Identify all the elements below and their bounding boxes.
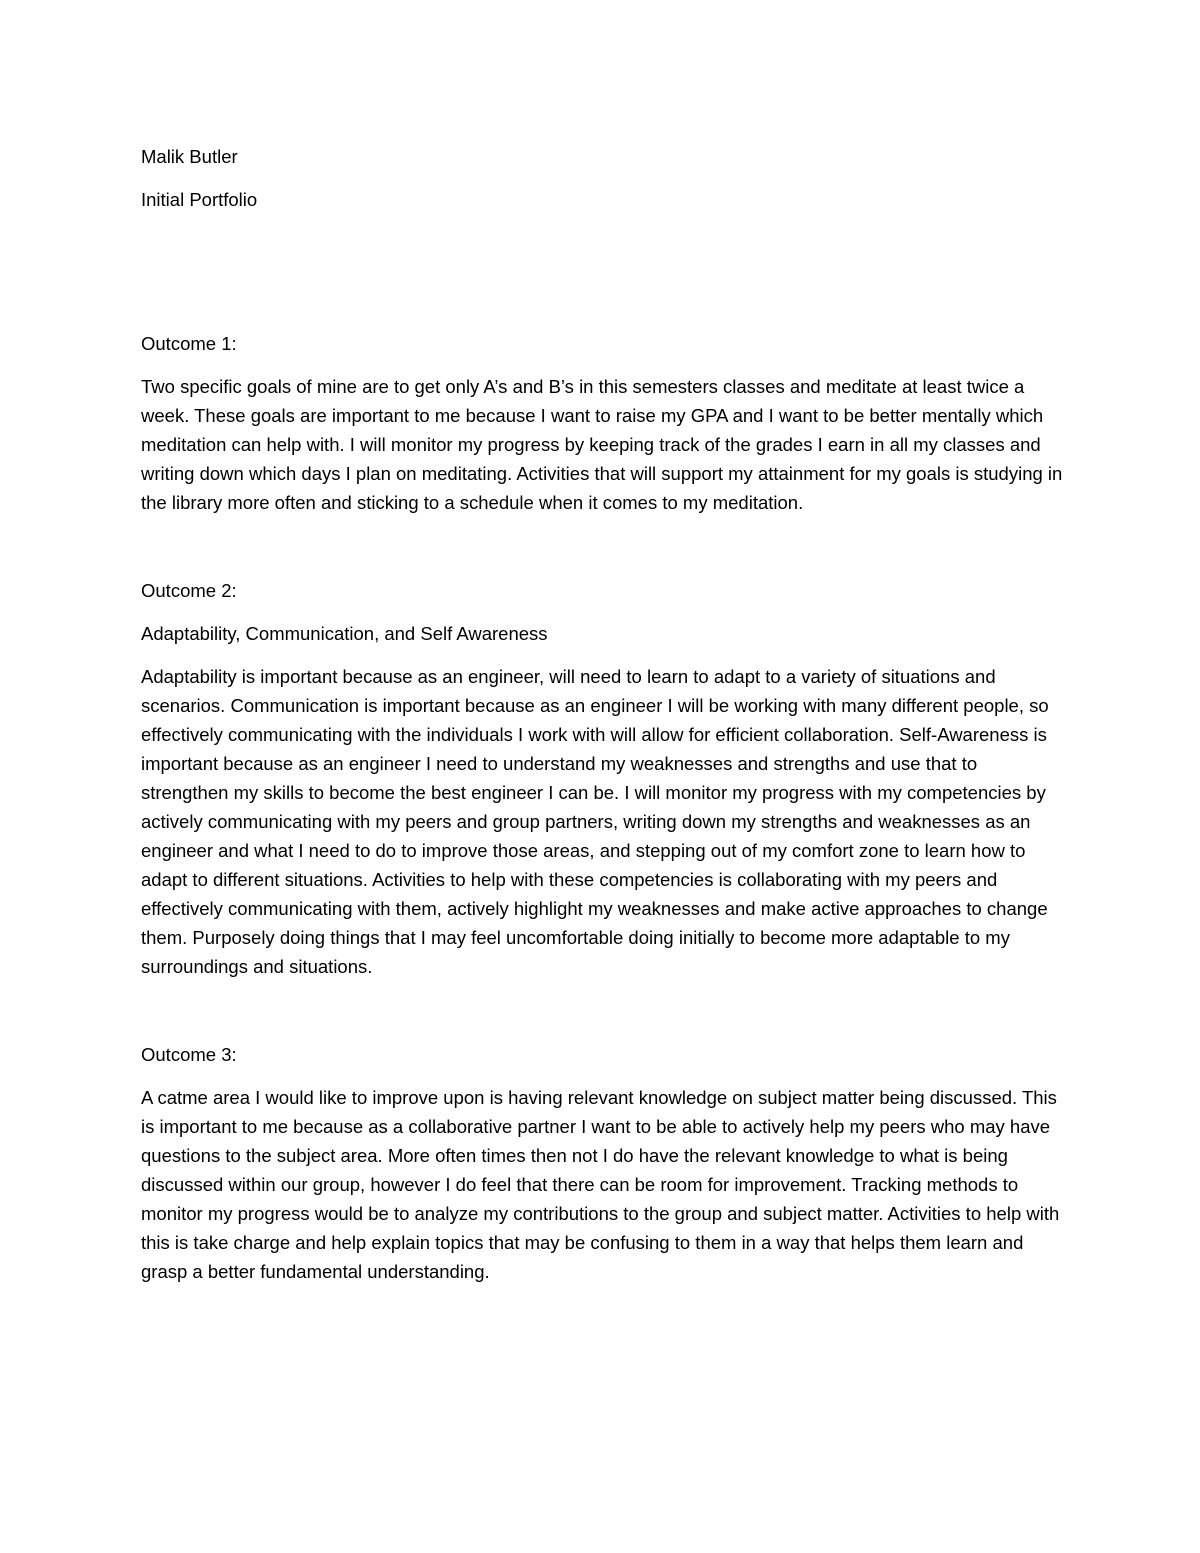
outcome-3-heading: Outcome 3: <box>141 1044 237 1065</box>
outcome-1-heading: Outcome 1: <box>141 333 237 354</box>
spacer <box>141 995 1066 1040</box>
document-title: Initial Portfolio <box>141 189 258 210</box>
spacer <box>141 228 1066 329</box>
outcome-3-body: A catme area I would like to improve upon is having relevant knowledge on subject matter being discussed. This is important to me because as a collaborative partner I want to be able to actively help my peers who may have questions to the subject area. More often times then not I do have the relevant knowledge to what is being discussed within our group, however I do feel that there can be room for improvement. Tracking methods to monitor my progress would be to analyze my contributions to the group and subject matter. Activities to help with this is take charge and help explain topics that may be confusing to them in a way that helps them learn and grasp a better fundamental understanding. <box>141 1087 1060 1282</box>
outcome-2-subheading: Adaptability, Communication, and Self Awareness <box>141 623 548 644</box>
document-content <box>141 142 1066 1300</box>
author-name: Malik Butler <box>141 146 238 167</box>
outcome-2-heading: Outcome 2: <box>141 580 237 601</box>
outcome-2-body: Adaptability is important because as an engineer, will need to learn to adapt to a variety of situations and scenarios. Communication is important because as an engineer I will be working with many different people, so effectively communicating with the individuals I work with will allow for efficient collaboration. Self-Awareness is important because as an engineer I need to understand my weaknesses and strengths and use that to strengthen my skills to become the best engineer I can be. I will monitor my progress with my competencies by actively communicating with my peers and group partners, writing down my strengths and weaknesses as an engineer and what I need to do to improve those areas, and stepping out of my comfort zone to learn how to adapt to different situations. Activities to help with these competencies is collaborating with my peers and effectively communicating with them, actively highlight my weaknesses and make active approaches to change them. Purposely doing things that I may feel uncomfortable doing initially to become more adaptable to my surroundings and situations. <box>141 666 1049 977</box>
outcome-1-body: Two specific goals of mine are to get only A’s and B’s in this semesters classes and meditate at least twice a week. These goals are important to me because I want to raise my GPA and I want to be better mentally which meditation can help with. I will monitor my progress by keeping track of the grades I earn in all my classes and writing down which days I plan on meditating. Activities that will support my attainment for my goals is studying in the library more often and sticking to a schedule when it comes to my meditation. <box>141 376 1063 513</box>
spacer <box>141 531 1066 576</box>
